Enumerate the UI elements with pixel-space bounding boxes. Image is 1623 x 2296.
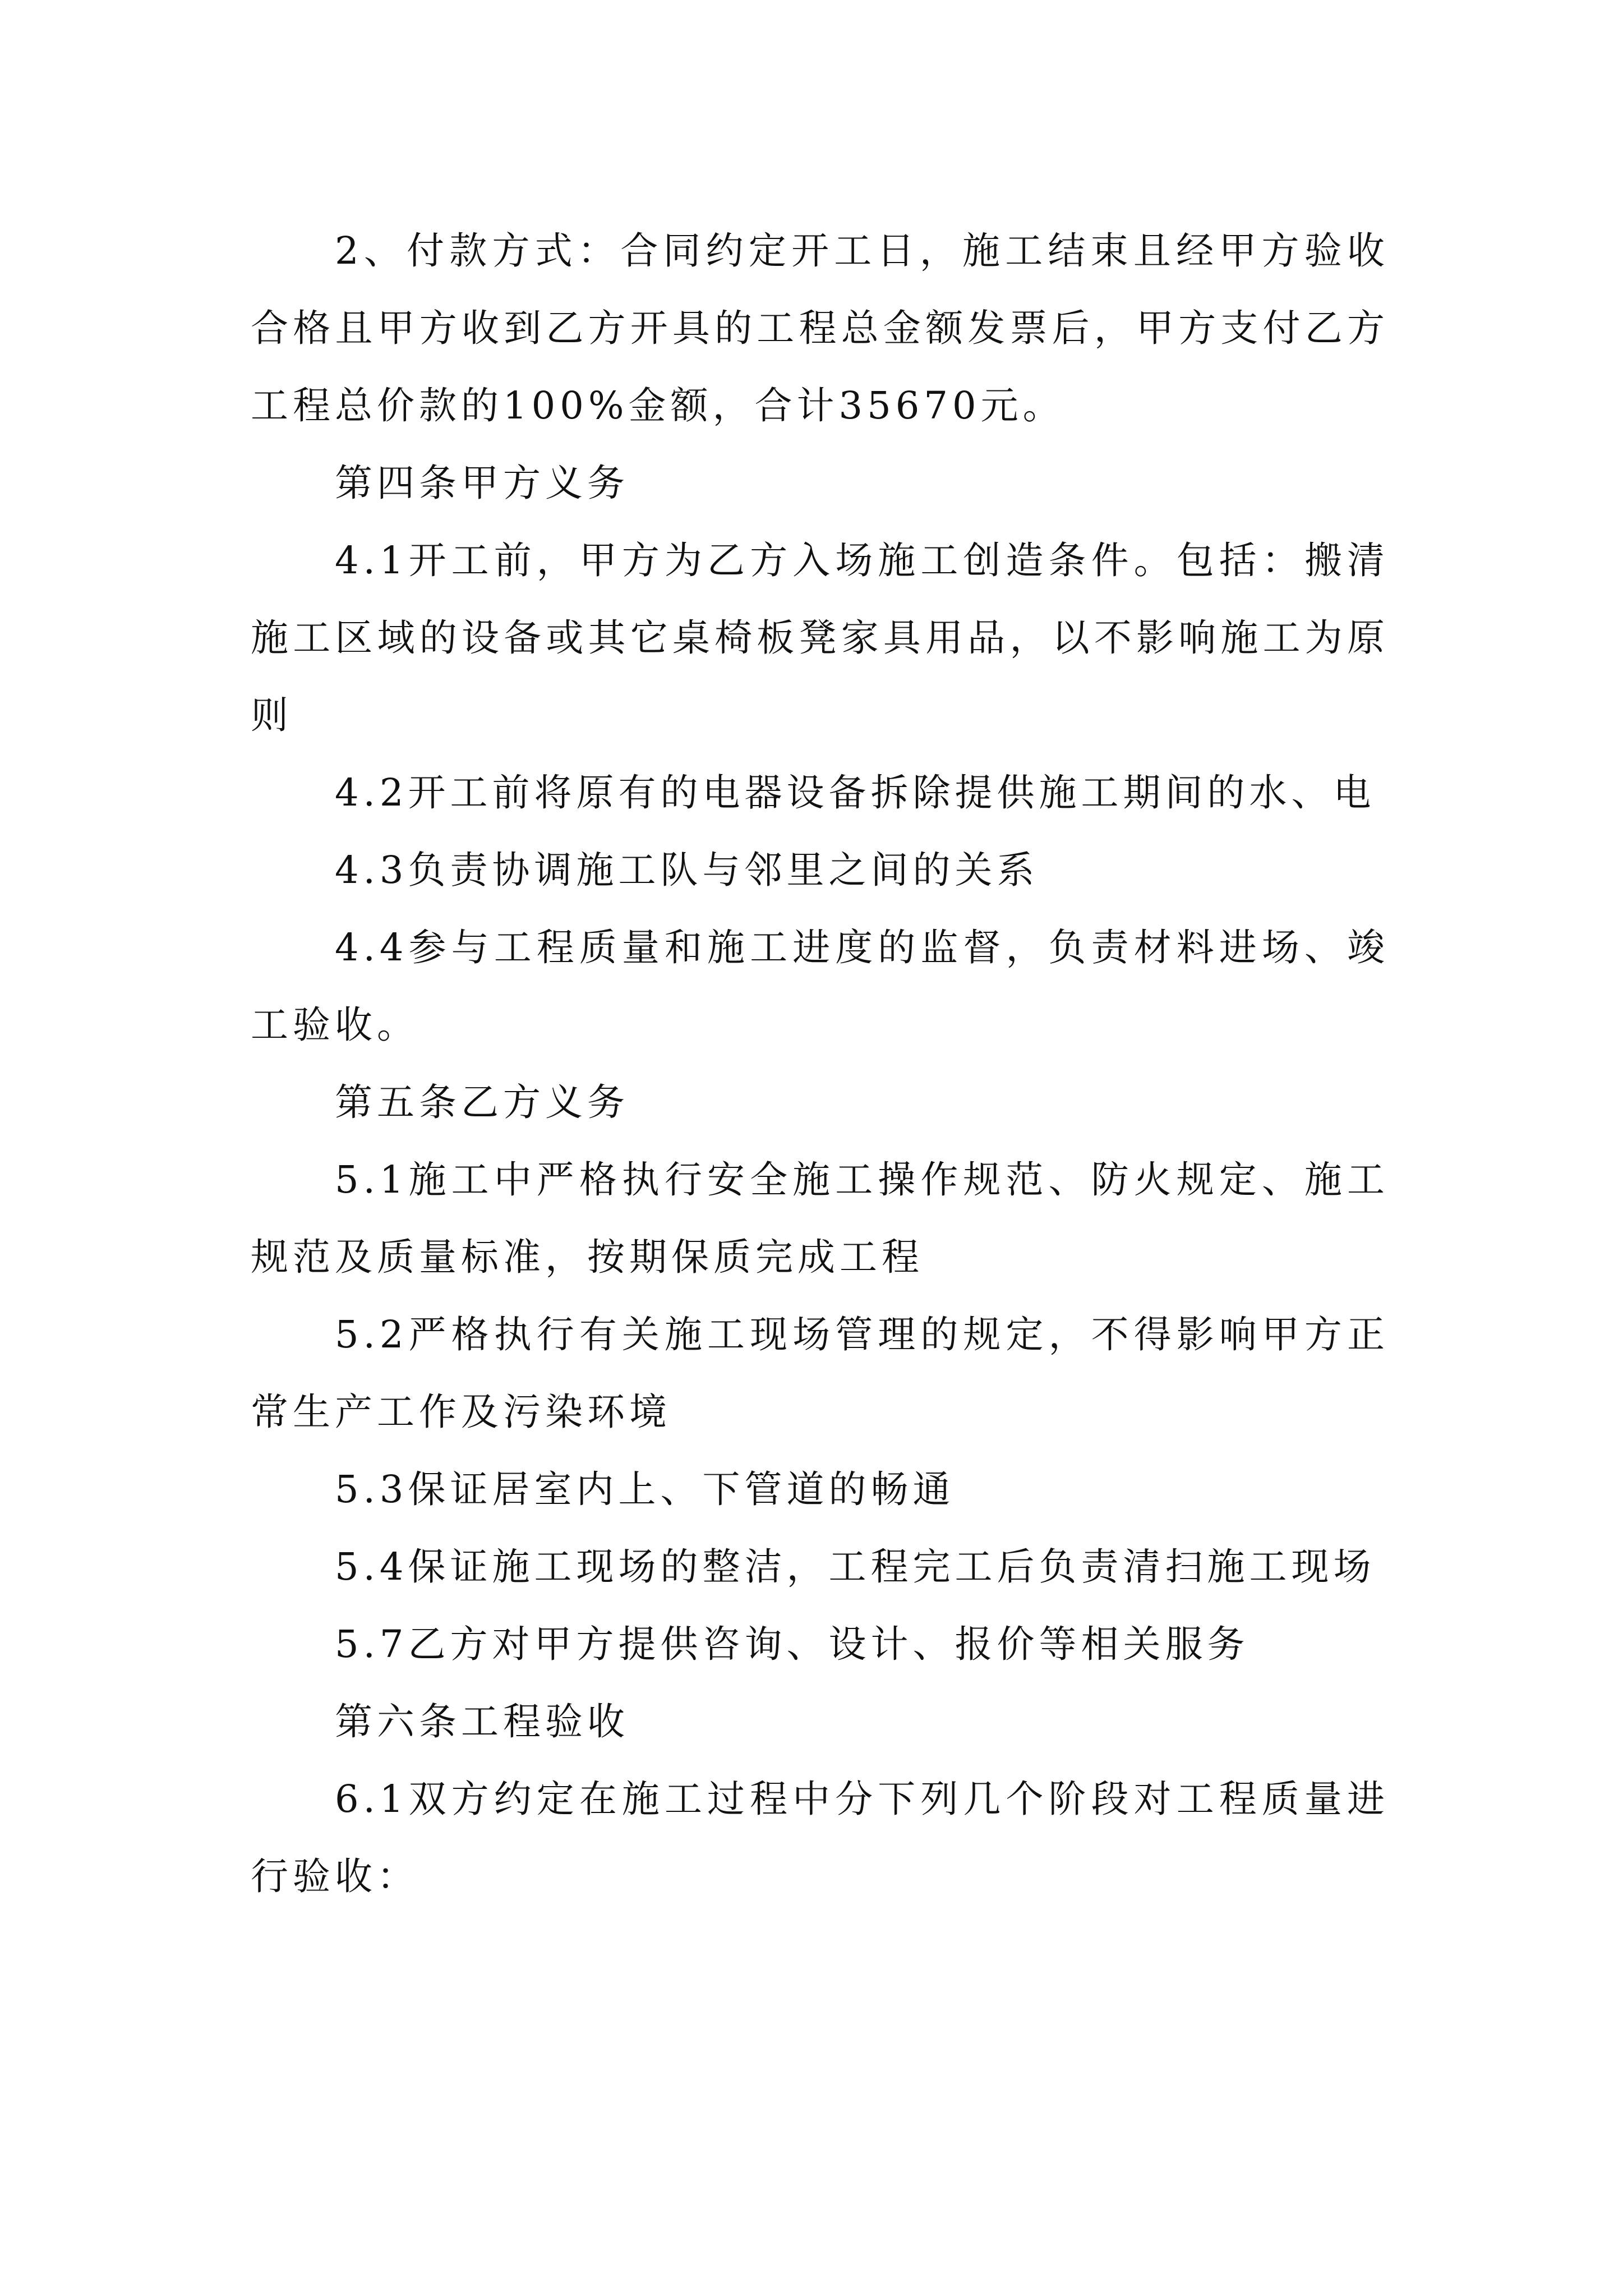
clause-4-4: 4.4参与工程质量和施工进度的监督，负责材料进场、竣工验收。 [251, 926, 1389, 1047]
document-body [251, 212, 1389, 1915]
heading-article-4: 第四条甲方义务 [335, 461, 629, 505]
clause-4-1: 4.1开工前，甲方为乙方入场施工创造条件。包括：搬清施工区域的设备或其它桌椅板凳家具用品，以不影响施工为原则 [251, 539, 1389, 737]
clause-4-2: 4.2开工前将原有的电器设备拆除提供施工期间的水、电 [335, 771, 1376, 815]
heading-article-6: 第六条工程验收 [335, 1700, 629, 1743]
clause-5-7: 5.7乙方对甲方提供咨询、设计、报价等相关服务 [335, 1622, 1249, 1666]
clause-6-1: 6.1双方约定在施工过程中分下列几个阶段对工程质量进行验收： [251, 1777, 1389, 1898]
heading-article-5: 第五条乙方义务 [335, 1080, 629, 1124]
clause-5-2: 5.2严格执行有关施工现场管理的规定，不得影响甲方正常生产工作及污染环境 [251, 1313, 1389, 1434]
clause-5-4: 5.4保证施工现场的整洁，工程完工后负责清扫施工现场 [335, 1545, 1376, 1589]
clause-4-3: 4.3负责协调施工队与邻里之间的关系 [335, 848, 1039, 892]
clause-5-3: 5.3保证居室内上、下管道的畅通 [335, 1467, 955, 1511]
paragraph-payment-method: 2、付款方式：合同约定开工日，施工结束且经甲方验收合格且甲方收到乙方开具的工程总金额发票后，甲方支付乙方工程总价款的100%金额，合计35670元。 [251, 229, 1389, 427]
clause-5-1: 5.1施工中严格执行安全施工操作规范、防火规定、施工规范及质量标准，按期保质完成工程 [251, 1158, 1389, 1279]
